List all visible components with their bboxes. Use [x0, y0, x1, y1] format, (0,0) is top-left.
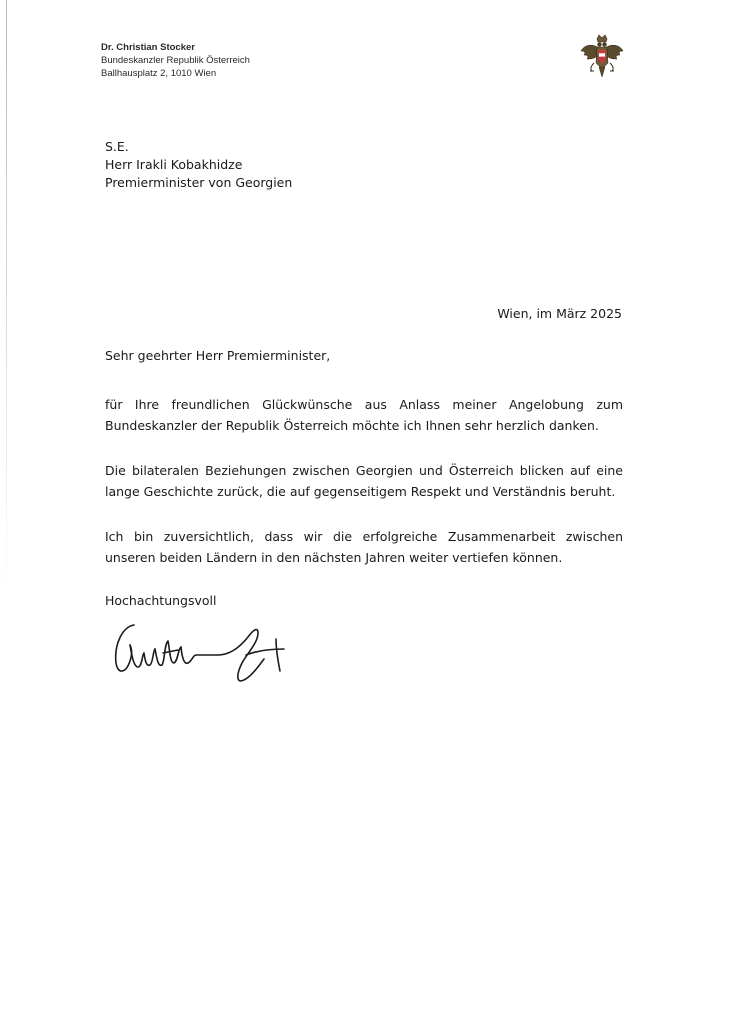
- salutation: Sehr geehrter Herr Premierminister,: [105, 348, 331, 363]
- handwritten-signature-icon: [108, 615, 298, 695]
- sender-name: Dr. Christian Stocker: [101, 42, 195, 53]
- scan-page-edge: [6, 0, 7, 600]
- austrian-coat-of-arms-icon: [578, 33, 626, 81]
- body-paragraph: Die bilateralen Beziehungen zwischen Georgien und Österreich blicken auf eine lange Geschichte zurück, die auf gegenseitigem Respekt und Verständnis beruht.: [105, 463, 623, 499]
- recipient-title: Premierminister von Georgien: [105, 175, 293, 190]
- body-paragraph: für Ihre freundlichen Glückwünsche aus Anlass meiner Angelobung zum Bundeskanzler der Republik Österreich möchte ich Ihnen sehr herzlich danken.: [105, 397, 623, 433]
- closing-phrase: Hochachtungsvoll: [105, 593, 217, 608]
- body-paragraph: Ich bin zuversichtlich, dass wir die erfolgreiche Zusammenarbeit zwischen unseren beiden Ländern in den nächsten Jahren weiter vertiefen können.: [105, 529, 623, 565]
- sender-title: Bundeskanzler Republik Österreich: [101, 55, 250, 66]
- recipient-address: [105, 138, 292, 192]
- recipient-honorific: S.E.: [105, 139, 129, 154]
- sender-address: Ballhausplatz 2, 1010 Wien: [101, 68, 217, 79]
- recipient-name: Herr Irakli Kobakhidze: [105, 157, 243, 172]
- letterhead-sender: [101, 41, 250, 80]
- letter-date: Wien, im März 2025: [497, 306, 622, 321]
